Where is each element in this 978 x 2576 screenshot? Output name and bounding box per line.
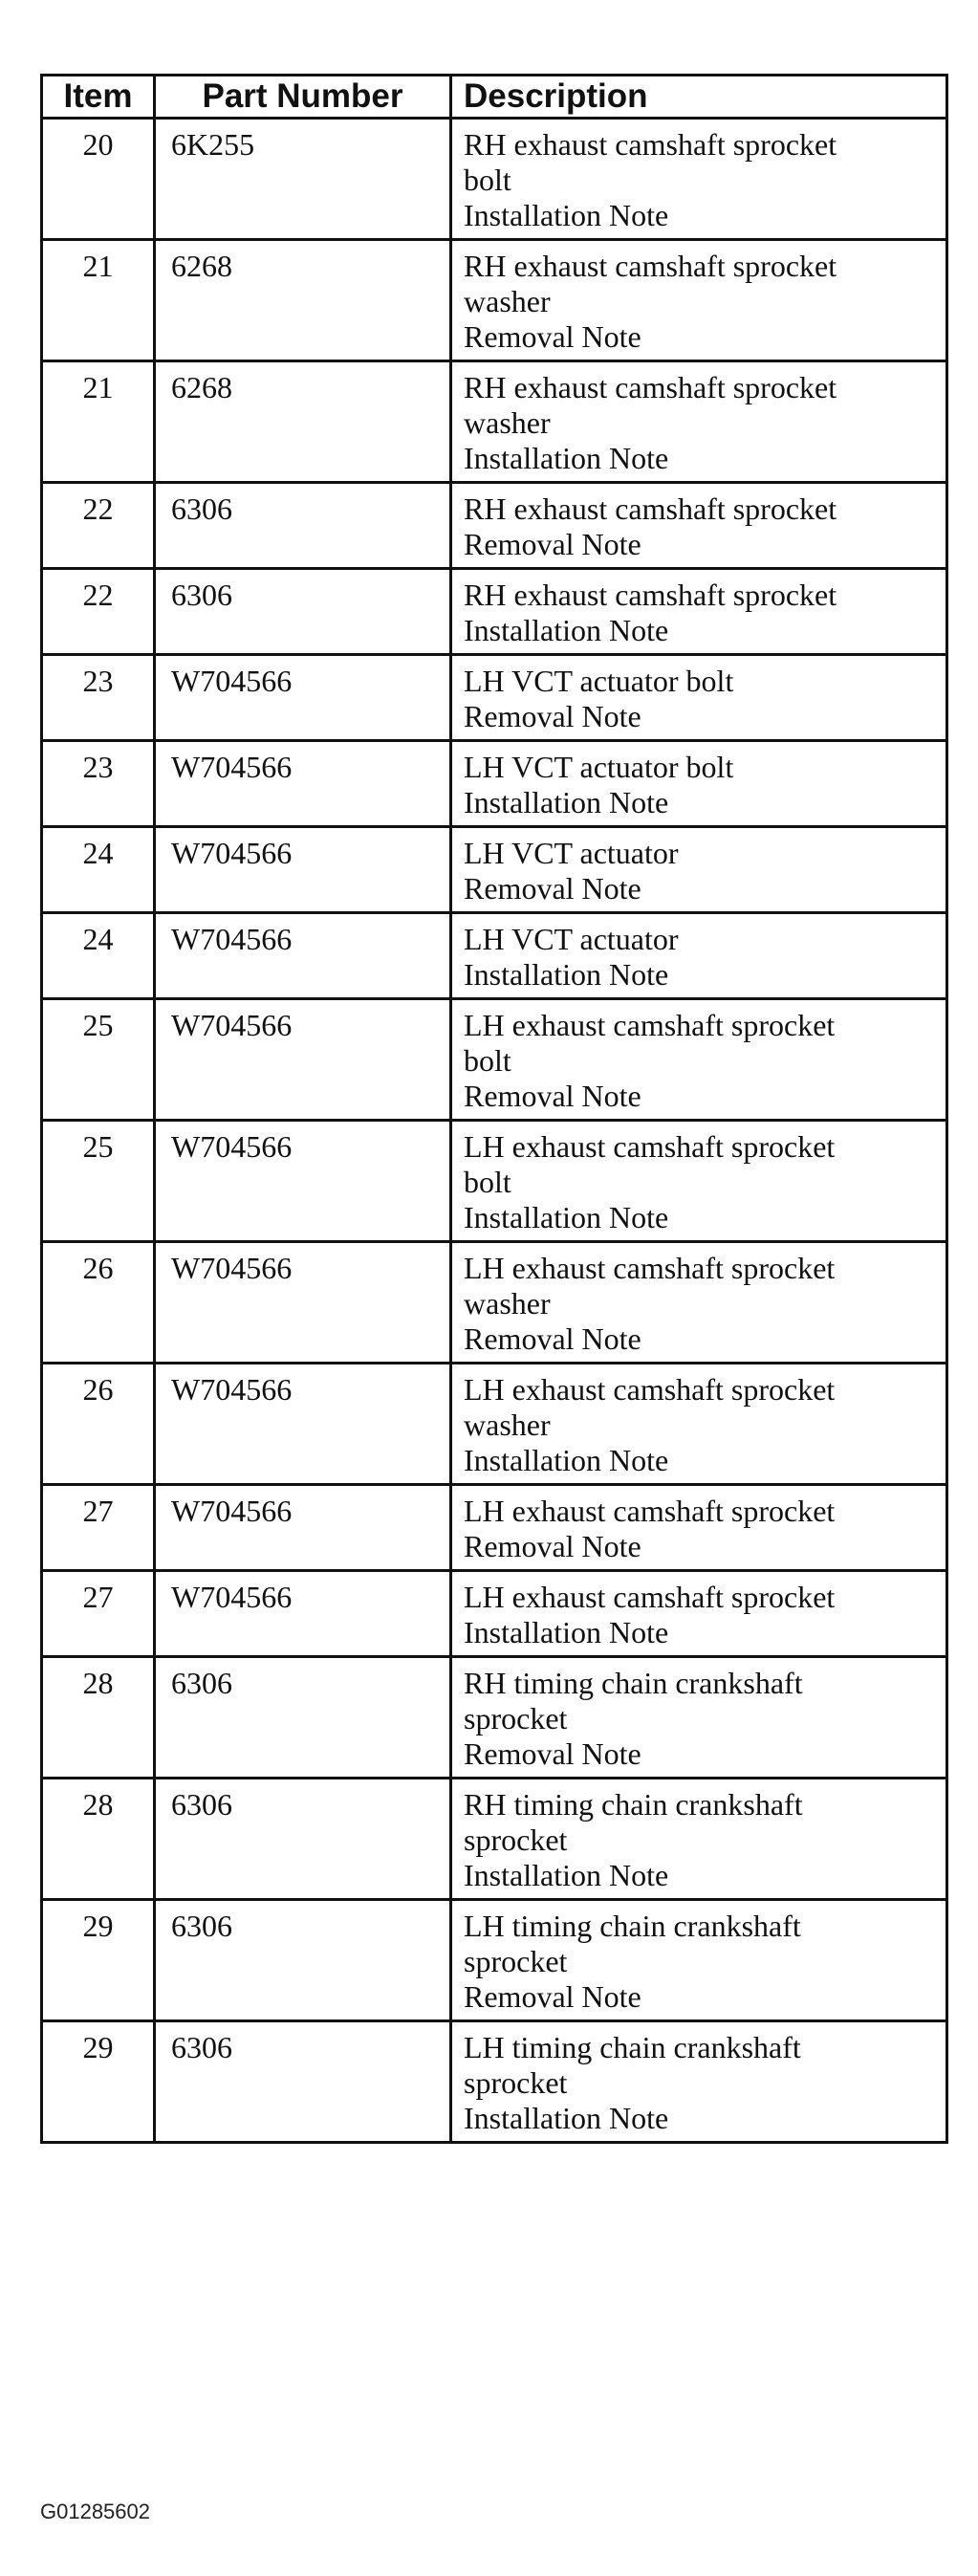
description-line: Installation Note: [464, 198, 669, 232]
description-line: LH VCT actuator bolt: [464, 750, 734, 784]
table-row: [42, 240, 947, 361]
table-row: [42, 827, 947, 913]
description-line: Removal Note: [464, 1079, 641, 1113]
parts-table-sheet: [40, 74, 945, 2144]
description-line: Installation Note: [464, 1858, 669, 1892]
description-line: RH exhaust camshaft sprocket: [464, 491, 837, 526]
description-line: LH exhaust camshaft sprocket: [464, 1008, 836, 1042]
item-cell: 21: [42, 240, 155, 361]
description-cell: [451, 361, 947, 483]
description-line: LH timing chain crankshaft: [464, 1909, 801, 1943]
part-number-cell: W704566: [155, 913, 451, 999]
item-cell: 23: [42, 741, 155, 827]
item-cell: 21: [42, 361, 155, 483]
item-cell: 20: [42, 119, 155, 240]
description-cell: [451, 1121, 947, 1242]
header-item: Item: [42, 76, 155, 119]
description-cell: [451, 1485, 947, 1571]
figure-id: G01285602: [40, 2500, 150, 2523]
item-cell: 22: [42, 569, 155, 655]
table-row: [42, 1121, 947, 1242]
header-part-number: Part Number: [155, 76, 451, 119]
item-cell: 23: [42, 655, 155, 741]
header-description: Description: [451, 76, 947, 119]
description-line: Removal Note: [464, 319, 641, 354]
description-cell: [451, 1364, 947, 1485]
part-number-cell: 6K255: [155, 119, 451, 240]
part-number-cell: W704566: [155, 827, 451, 913]
description-line: sprocket: [464, 2065, 568, 2100]
description-line: bolt: [464, 163, 511, 197]
table-row: [42, 361, 947, 483]
description-line: Removal Note: [464, 1321, 641, 1356]
description-line: washer: [464, 1408, 551, 1442]
part-number-cell: W704566: [155, 1485, 451, 1571]
description-line: Installation Note: [464, 957, 669, 992]
description-cell: [451, 655, 947, 741]
part-number-cell: 6306: [155, 1779, 451, 1900]
description-line: Removal Note: [464, 699, 641, 733]
parts-table-body: [42, 119, 947, 2143]
description-line: sprocket: [464, 1701, 568, 1736]
item-cell: 24: [42, 827, 155, 913]
description-cell: [451, 1779, 947, 1900]
item-cell: 27: [42, 1571, 155, 1657]
description-line: sprocket: [464, 1823, 568, 1857]
table-row: [42, 569, 947, 655]
table-row: [42, 1779, 947, 1900]
part-number-cell: W704566: [155, 655, 451, 741]
description-line: Removal Note: [464, 527, 641, 561]
part-number-cell: 6268: [155, 240, 451, 361]
description-line: Installation Note: [464, 441, 669, 475]
description-line: RH exhaust camshaft sprocket: [464, 370, 837, 404]
description-line: bolt: [464, 1043, 511, 1078]
table-row: [42, 483, 947, 569]
item-cell: 26: [42, 1242, 155, 1364]
part-number-cell: W704566: [155, 1242, 451, 1364]
part-number-cell: W704566: [155, 1121, 451, 1242]
description-line: LH VCT actuator: [464, 922, 679, 956]
part-number-cell: 6306: [155, 1657, 451, 1779]
description-line: LH exhaust camshaft sprocket: [464, 1372, 836, 1407]
table-row: [42, 741, 947, 827]
description-cell: [451, 741, 947, 827]
header-row: [42, 76, 947, 119]
description-line: RH timing chain crankshaft: [464, 1666, 803, 1700]
item-cell: 22: [42, 483, 155, 569]
table-row: [42, 2021, 947, 2143]
description-line: Installation Note: [464, 1615, 669, 1649]
table-row: [42, 1364, 947, 1485]
description-cell: [451, 569, 947, 655]
part-number-cell: W704566: [155, 1571, 451, 1657]
description-line: washer: [464, 1286, 551, 1321]
description-line: LH VCT actuator: [464, 836, 679, 870]
description-line: RH exhaust camshaft sprocket: [464, 578, 837, 612]
description-line: LH exhaust camshaft sprocket: [464, 1494, 836, 1528]
description-line: LH exhaust camshaft sprocket: [464, 1251, 836, 1285]
part-number-cell: W704566: [155, 741, 451, 827]
table-row: [42, 999, 947, 1121]
description-line: LH timing chain crankshaft: [464, 2030, 801, 2064]
description-cell: [451, 240, 947, 361]
description-line: washer: [464, 284, 551, 318]
description-line: Installation Note: [464, 785, 669, 819]
description-cell: [451, 1657, 947, 1779]
description-line: washer: [464, 405, 551, 440]
table-row: [42, 1485, 947, 1571]
item-cell: 25: [42, 1121, 155, 1242]
part-number-cell: 6306: [155, 1900, 451, 2021]
item-cell: 29: [42, 1900, 155, 2021]
description-cell: [451, 2021, 947, 2143]
description-line: Installation Note: [464, 1200, 669, 1234]
table-row: [42, 119, 947, 240]
part-number-cell: 6268: [155, 361, 451, 483]
description-line: RH exhaust camshaft sprocket: [464, 249, 837, 283]
table-row: [42, 1657, 947, 1779]
description-line: Installation Note: [464, 1443, 669, 1477]
table-row: [42, 1242, 947, 1364]
table-row: [42, 655, 947, 741]
description-line: Removal Note: [464, 1979, 641, 2014]
description-cell: [451, 119, 947, 240]
part-number-cell: W704566: [155, 1364, 451, 1485]
part-number-cell: 6306: [155, 483, 451, 569]
description-cell: [451, 827, 947, 913]
parts-table: [40, 74, 948, 2144]
item-cell: 26: [42, 1364, 155, 1485]
description-line: bolt: [464, 1165, 511, 1199]
table-row: [42, 913, 947, 999]
description-cell: [451, 483, 947, 569]
description-cell: [451, 999, 947, 1121]
description-cell: [451, 1900, 947, 2021]
item-cell: 27: [42, 1485, 155, 1571]
description-line: RH exhaust camshaft sprocket: [464, 127, 837, 162]
description-cell: [451, 1242, 947, 1364]
item-cell: 24: [42, 913, 155, 999]
description-line: Removal Note: [464, 1736, 641, 1771]
item-cell: 29: [42, 2021, 155, 2143]
description-line: LH VCT actuator bolt: [464, 664, 734, 698]
parts-table-head: [42, 76, 947, 119]
table-row: [42, 1900, 947, 2021]
description-line: sprocket: [464, 1944, 568, 1978]
description-line: LH exhaust camshaft sprocket: [464, 1580, 836, 1614]
description-line: RH timing chain crankshaft: [464, 1787, 803, 1822]
item-cell: 28: [42, 1779, 155, 1900]
description-line: Removal Note: [464, 871, 641, 906]
description-cell: [451, 913, 947, 999]
item-cell: 25: [42, 999, 155, 1121]
description-cell: [451, 1571, 947, 1657]
description-line: Installation Note: [464, 613, 669, 647]
part-number-cell: 6306: [155, 569, 451, 655]
description-line: Removal Note: [464, 1529, 641, 1563]
table-row: [42, 1571, 947, 1657]
part-number-cell: W704566: [155, 999, 451, 1121]
description-line: LH exhaust camshaft sprocket: [464, 1129, 836, 1164]
item-cell: 28: [42, 1657, 155, 1779]
part-number-cell: 6306: [155, 2021, 451, 2143]
description-line: Installation Note: [464, 2101, 669, 2135]
